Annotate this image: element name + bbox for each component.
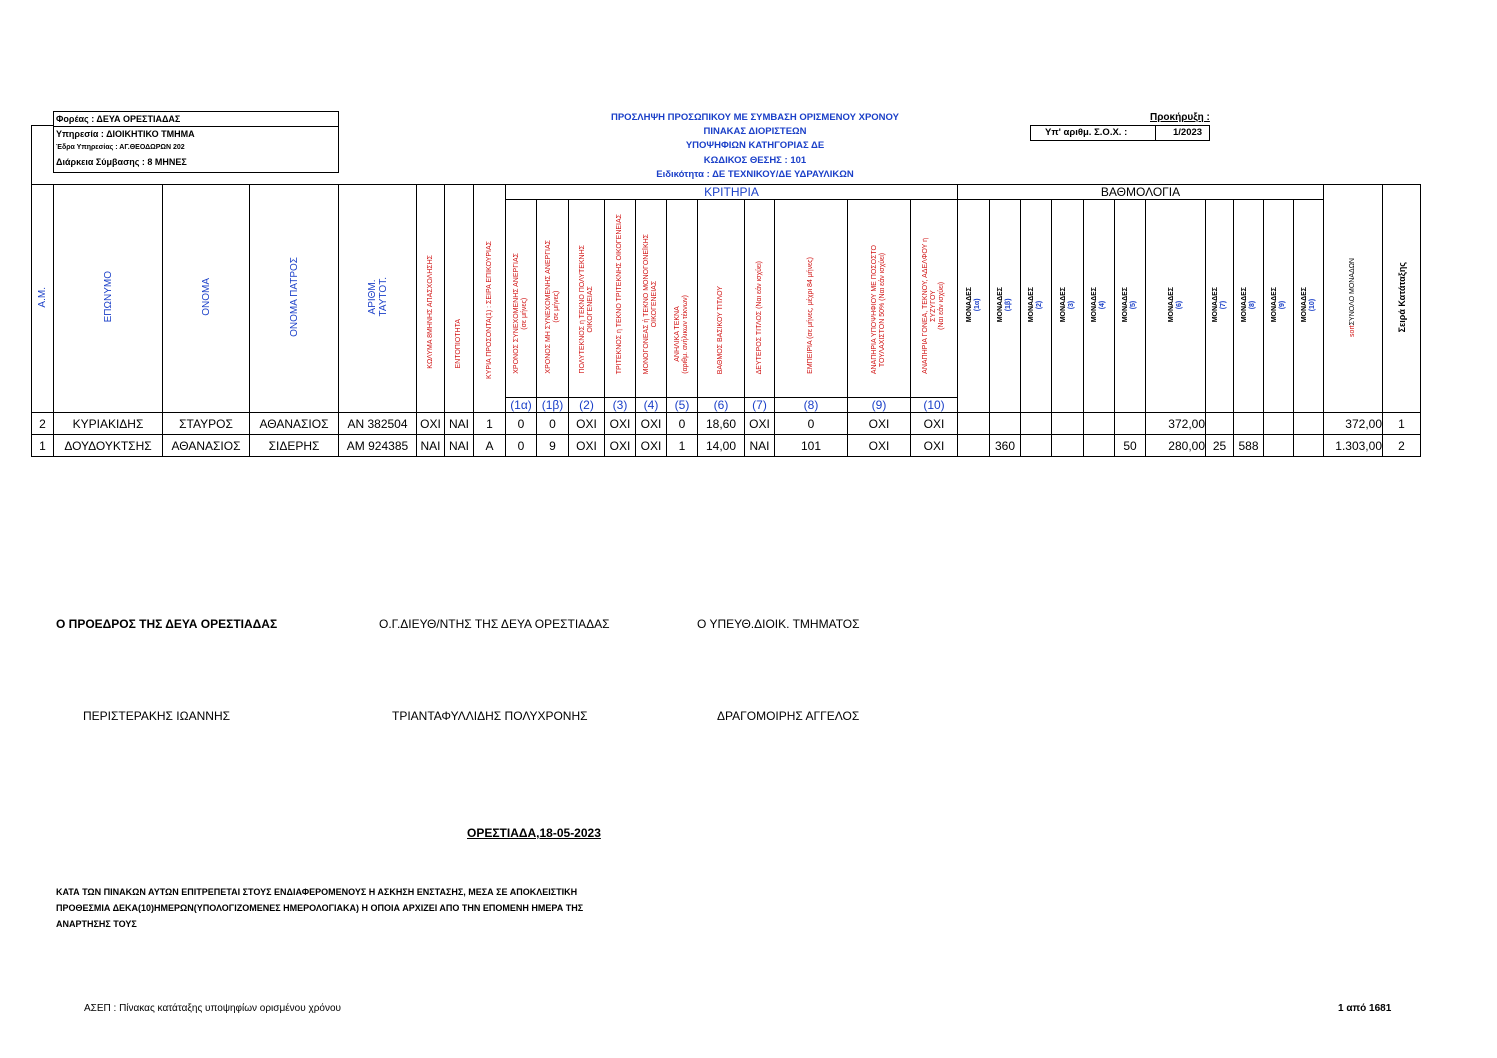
monades-header: ΜΟΝΑΔΕΣ (5) [1115,200,1146,413]
col-eponymo: ΕΠΩΝΥΜΟ [54,185,163,413]
col-synolo: sortΣΥΝΟΛΟ ΜΟΝΑΔΩΝ [1324,185,1383,413]
cell-monades [1206,413,1234,435]
monades-header: ΜΟΝΑΔΕΣ (6) [1146,200,1206,413]
cell-kyria: 1 [474,413,506,435]
col-am: Α.Μ. [32,185,54,413]
criterion-header: ΕΜΠΕΙΡΙΑ (σε μήνες, μέχρι 84 μήνες) [775,200,848,398]
monades-header: ΜΟΝΑΔΕΣ (2) [1021,200,1052,413]
cell-patros: ΑΘΑΝΑΣΙΟΣ [250,413,339,435]
monades-header: ΜΟΝΑΔΕΣ (9) [1264,200,1294,413]
criterion-header: ΑΝΑΠΗΡΙΑ ΓΟΝΕΑ, ΤΕΚΝΟΥ, ΑΔΕΛΦΟΥ ή ΣΥΖΥΓΟΥ (Ναι εάν ισχύει) [911,200,958,398]
criterion-number: (6) [698,398,745,413]
cell-monades [1264,435,1294,457]
candidates-table [31,184,1421,457]
cell-monades [958,435,990,457]
cell-monades [1021,435,1052,457]
cell-synolo: 372,00 [1324,413,1383,435]
criterion-header: ΑΝΑΠΗΡΙΑ ΥΠΟΨΗΦΙΟΥ ΜΕ ΠΟΣΟΣΤΟ ΤΟΥΛΑΧΙΣΤΟΝ 50% (Ναι εάν ισχύει) [848,200,911,398]
col-kolyma: ΚΩΛΥΜΑ 8ΜΗΝΗΣ ΑΠΑΣΧΟΛΗΣΗΣ [417,185,445,413]
cell-seira: 1 [1383,413,1421,435]
cell-tautot: ΑΝ 382504 [339,413,417,435]
monades-header: ΜΟΝΑΔΕΣ (8) [1234,200,1264,413]
doc-subtitle: ΠΙΝΑΚΑΣ ΔΙΟΡΙΣΤΕΩΝ [703,126,807,137]
criterion-number: (1α) [506,398,537,413]
sig-title-head: Ο ΥΠΕΥΘ.ΔΙΟΙΚ. ΤΜΗΜΑΤΟΣ [697,617,860,631]
cell-eponymo: ΔΟΥΔΟΥΚΤΣΗΣ [54,435,163,457]
table-row [32,435,1421,457]
criterion-header: ΔΕΥΤΕΡΟΣ ΤΙΤΛΟΣ (Ναι εάν ισχύει) [745,200,775,398]
cell-seira: 2 [1383,435,1421,457]
cell-criterion: 0 [506,413,537,435]
cell-entopiotita: ΝΑΙ [445,435,474,457]
monades-header: ΜΟΝΑΔΕΣ (1α) [958,200,990,413]
cell-onoma: ΑΘΑΝΑΣΙΟΣ [163,435,250,457]
cell-kolyma: ΝΑΙ [417,435,445,457]
col-entopiotita: ΕΝΤΟΠΙΟΤΗΤΑ [445,185,474,413]
cell-monades [1084,413,1115,435]
sig-name-head: ΔΡΑΓΟΜΟΙΡΗΣ ΑΓΓΕΛΟΣ [717,709,860,723]
seat-line: Έδρα Υπηρεσίας : ΑΓ.ΘΕΟΔΩΡΩΝ 202 [56,144,185,151]
cell-criterion: 0 [506,435,537,457]
sig-title-president: Ο ΠΡΟΕΔΡΟΣ ΤΗΣ ΔΕΥΑ ΟΡΕΣΤΙΑΔΑΣ [56,617,278,631]
col-kyria: ΚΥΡΙΑ ΠΡΟΣΟΝΤΑ(1) : ΣΕΙΡΑ ΕΠΙΚΟΥΡΙΑΣ [474,185,506,413]
doc-category: ΥΠΟΨΗΦΙΩΝ ΚΑΤΗΓΟΡΙΑΣ ΔΕ [685,140,825,151]
cell-criterion: ΟΧΙ [605,435,636,457]
doc-specialty: Ειδικότητα : ΔΕ ΤΕΧΝΙΚΟΥ/ΔΕ ΥΔΡΑΥΛΙΚΩΝ [656,169,854,180]
sig-name-director: ΤΡΙΑΝΤΑΦΥΛΛΙΔΗΣ ΠΟΛΥΧΡΟΝΗΣ [392,709,588,723]
cell-monades: 372,00 [1146,413,1206,435]
cell-entopiotita: ΝΑΙ [445,413,474,435]
agency-info-box [53,111,339,173]
cell-monades [1052,435,1084,457]
cell-synolo: 1.303,00 [1324,435,1383,457]
criterion-header: ΠΟΛΥΤΕΚΝΟΣ ή ΤΕΚΝΟ ΠΟΛΥΤΕΚΝΗΣ ΟΙΚΟΓΕΝΕΙΑΣ [569,200,605,398]
cell-patros: ΣΙΔΕΡΗΣ [250,435,339,457]
cell-criterion: ΟΧΙ [911,413,958,435]
monades-header: ΜΟΝΑΔΕΣ (7) [1206,200,1234,413]
monades-header: ΜΟΝΑΔΕΣ (4) [1084,200,1115,413]
cell-criterion: 0 [667,413,698,435]
cell-criterion: 9 [537,435,569,457]
cell-monades: 50 [1115,435,1146,457]
cell-monades [1294,413,1324,435]
cell-am: 1 [32,435,54,457]
cell-criterion: ΟΧΙ [911,435,958,457]
criterion-number: (4) [636,398,667,413]
criterion-number: (7) [745,398,775,413]
col-seira: Σειρά Κατάταξης [1383,185,1421,413]
cell-monades [1052,413,1084,435]
footer-text: ΑΣΕΠ : Πίνακας κατάταξης υποψηφίων ορισμένου χρόνου [84,1003,342,1014]
cell-criterion: ΟΧΙ [848,413,911,435]
cell-criterion: 18,60 [698,413,745,435]
cell-criterion: 0 [537,413,569,435]
criterion-header: ΜΟΝΟΓΟΝΕΑΣ ή ΤΕΚΝΟ ΜΟΝΟΓΟΝΕΪΚΗΣ ΟΙΚΟΓΕΝΕΙΑΣ [636,200,667,398]
table-row [32,413,1421,435]
service-line: Υπηρεσία : ΔΙΟΙΚΗΤΙΚΟ ΤΜΗΜΑ [56,129,195,139]
cell-monades [1264,413,1294,435]
criterion-header: ΧΡΟΝΟΣ ΜΗ ΣΥΝΕΧΟΜΕΝΗΣ ΑΝΕΡΓΙΑΣ (σε μήνες) [537,200,569,398]
cell-monades: 360 [990,435,1021,457]
sig-title-director: Ο.Γ.ΔΙΕΥΘ/ΝΤΗΣ ΤΗΣ ΔΕΥΑ ΟΡΕΣΤΙΑΔΑΣ [379,617,610,631]
cell-kolyma: ΟΧΙ [417,413,445,435]
criterion-number: (10) [911,398,958,413]
doc-position-code: ΚΩΔΙΚΟΣ ΘΕΣΗΣ : 101 [703,155,807,166]
cell-criterion: ΟΧΙ [636,413,667,435]
cell-criterion: ΟΧΙ [605,413,636,435]
cell-monades [1021,413,1052,435]
objection-note: ΚΑΤΑ ΤΩΝ ΠΙΝΑΚΩΝ ΑΥΤΩΝ ΕΠΙΤΡΕΠΕΤΑΙ ΣΤΟΥΣ ΕΝΔΙΑΦΕΡΟΜΕΝΟΥΣ Η ΑΣΚΗΣΗ ΕΝΣΤΑΣΗΣ, ΜΕΣΑ ΣΕ ΑΠΟΚΛΕΙΣΤΙΚΗ ΠΡΟΘΕΣΜΙΑ ΔΕΚΑ(10)ΗΜΕΡΩΝ(ΥΠΟΛΟΓΙΖΟΜΕΝΕΣ ΗΜΕΡΟΛΟΓΙΑΚΑ) Η ΟΠΟΙΑ ΑΡΧΙΖΕΙ ΑΠΟ ΤΗΝ ΕΠΟΜΕΝΗ ΗΜΕΡΑ ΤΗΣ ΑΝΑΡΤΗΣΗΣ ΤΟΥΣ [56,887,584,929]
col-patros: ΟΝΟΜΑ ΠΑΤΡΟΣ [250,185,339,413]
place-date: ΟΡΕΣΤΙΑΔΑ,18-05-2023 [467,826,601,840]
cell-eponymo: ΚΥΡΙΑΚΙΔΗΣ [54,413,163,435]
cell-monades [1115,413,1146,435]
group-kritiria: ΚΡΙΤΗΡΙΑ [506,185,958,200]
sox-value: 1/2023 [1173,127,1203,138]
col-onoma: ΟΝΟΜΑ [163,185,250,413]
cell-onoma: ΣΤΑΥΡΟΣ [163,413,250,435]
page-number: 1 από 1681 [1338,1003,1392,1014]
monades-header: ΜΟΝΑΔΕΣ (10) [1294,200,1324,413]
col-tautot: ΑΡΙΘΜ. ΤΑΥΤΟΤ. [339,185,417,413]
duration-line: Διάρκεια Σύμβασης : 8 ΜΗΝΕΣ [56,157,187,167]
agency-line: Φορέας : ΔΕΥΑ ΟΡΕΣΤΙΑΔΑΣ [54,112,338,127]
cell-monades [1084,435,1115,457]
sig-name-president: ΠΕΡΙΣΤΕΡΑΚΗΣ ΙΩΑΝΝΗΣ [83,709,231,723]
cell-monades [1234,413,1264,435]
cell-am: 2 [32,413,54,435]
cell-criterion: 0 [775,413,848,435]
cell-kyria: Α [474,435,506,457]
criterion-header: ΧΡΟΝΟΣ ΣΥΝΕΧΟΜΕΝΗΣ ΑΝΕΡΓΙΑΣ (σε μήνες) [506,200,537,398]
cell-criterion: ΟΧΙ [745,413,775,435]
criterion-number: (8) [775,398,848,413]
sox-label: Υπ' αριθμ. Σ.Ο.Χ. : [1045,127,1128,138]
sox-box [1030,125,1210,141]
cell-criterion: ΟΧΙ [569,435,605,457]
criterion-number: (2) [569,398,605,413]
cell-monades: 25 [1206,435,1234,457]
group-vathmologia: ΒΑΘΜΟΛΟΓΙΑ [958,185,1324,200]
criterion-number: (5) [667,398,698,413]
criterion-header: ΑΝΗΛΙΚΑ ΤΕΚΝΑ (αριθμ. ανήλικων τέκνων) [667,200,698,398]
criterion-header: ΒΑΘΜΟΣ ΒΑΣΙΚΟΥ ΤΙΤΛΟΥ [698,200,745,398]
cell-monades: 280,00 [1146,435,1206,457]
cell-criterion: 101 [775,435,848,457]
cell-criterion: ΟΧΙ [848,435,911,457]
cell-criterion: ΟΧΙ [636,435,667,457]
prokirixi-label: Προκήρυξη : [1150,112,1210,123]
monades-header: ΜΟΝΑΔΕΣ (3) [1052,200,1084,413]
cell-criterion: 1 [667,435,698,457]
doc-title: ΠΡΟΣΛΗΨΗ ΠΡΟΣΩΠΙΚΟΥ ΜΕ ΣΥΜΒΑΣΗ ΟΡΙΣΜΕΝΟΥ ΧΡΟΝΟΥ [610,112,900,123]
cell-criterion: 14,00 [698,435,745,457]
criterion-number: (9) [848,398,911,413]
cell-criterion: ΝΑΙ [745,435,775,457]
cell-monades [1294,435,1324,457]
criterion-number: (1β) [537,398,569,413]
cell-tautot: ΑΜ 924385 [339,435,417,457]
cell-monades [990,413,1021,435]
cell-monades: 588 [1234,435,1264,457]
criterion-header: ΤΡΙΤΕΚΝΟΣ ή ΤΕΚΝΟ ΤΡΙΤΕΚΝΗΣ ΟΙΚΟΓΕΝΕΙΑΣ [605,200,636,398]
criterion-number: (3) [605,398,636,413]
cell-monades [958,413,990,435]
cell-criterion: ΟΧΙ [569,413,605,435]
monades-header: ΜΟΝΑΔΕΣ (1β) [990,200,1021,413]
